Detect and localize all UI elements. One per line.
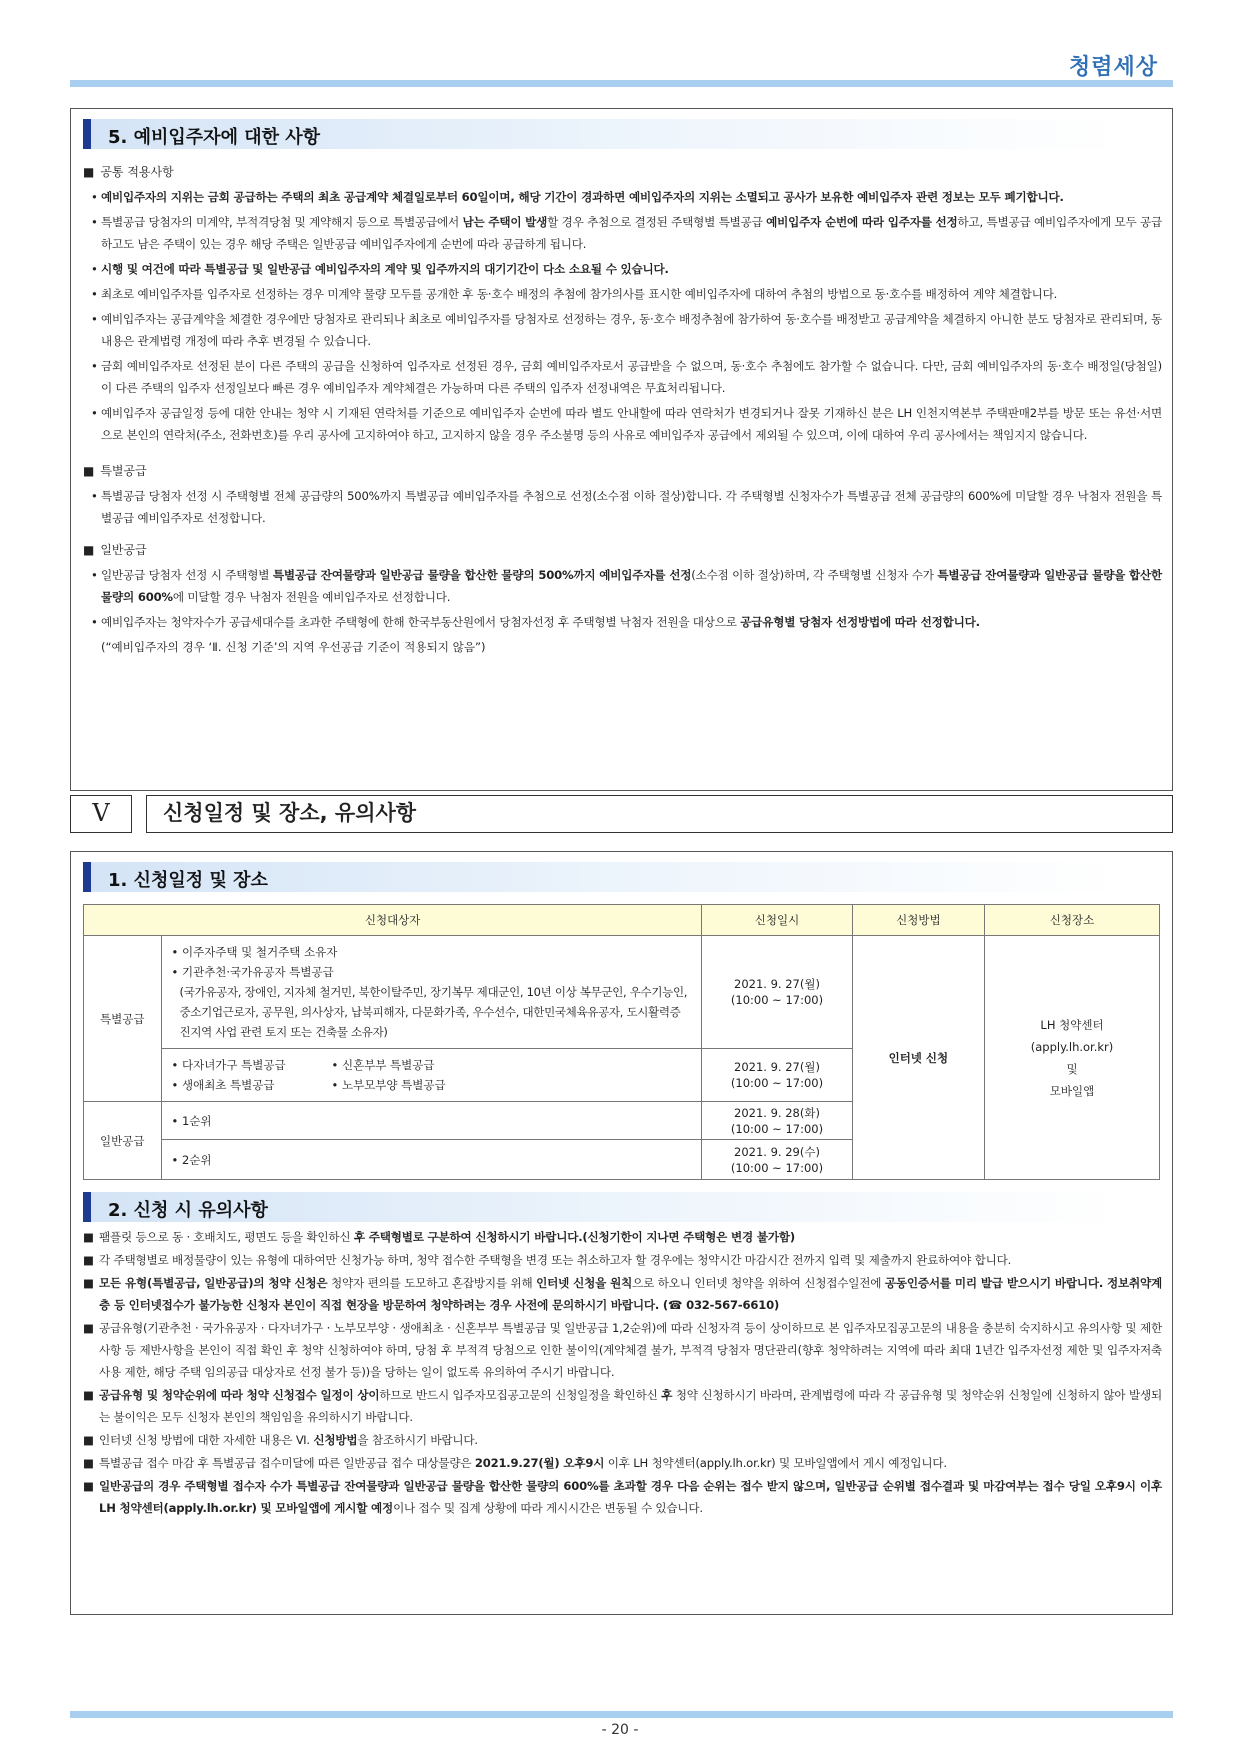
- square-bullet-icon: ■: [83, 543, 95, 557]
- section-header: [83, 119, 1123, 149]
- square-bullet-icon: ■: [83, 464, 95, 478]
- bullet-icon: •: [91, 615, 98, 629]
- list-item: [83, 402, 1162, 446]
- square-bullet-icon: ■: [83, 1433, 94, 1447]
- date-cell: 2021. 9. 28(화) (10:00 ~ 17:00): [702, 1102, 852, 1140]
- target-cell: • 2순위: [161, 1140, 702, 1180]
- column-header: 신청방법: [852, 905, 984, 936]
- bold-text: 남는 주택이 발생: [462, 215, 548, 229]
- target-cell: • 다자녀가구 특별공급 • 신혼부부 특별공급 • 생애최초 특별공급 • 노부모부양 특별공급: [161, 1049, 702, 1102]
- bold-text: 시행 및 여건에 따라 특별공급 및 일반공급 예비입주자의 계약 및 입주까지의 대기기간이 다소 소요될 수 있습니다.: [101, 262, 669, 276]
- chapter-number: Ⅴ: [70, 795, 132, 833]
- text: 을 참조하시기 바랍니다.: [357, 1433, 478, 1447]
- text: 으로 하오니 인터넷 청약을 위하여 신청접수일전에: [632, 1276, 885, 1290]
- bold-text: 모든 유형(특별공급, 일반공급)의 청약 신청은: [99, 1276, 328, 1290]
- list-item: [83, 1429, 1162, 1451]
- bullet-icon: •: [91, 190, 98, 204]
- chapter-heading: [70, 795, 1173, 833]
- list-item: [83, 355, 1162, 399]
- schedule-table: [83, 904, 1160, 1180]
- section-header-bar: [83, 1192, 91, 1222]
- date-cell: 2021. 9. 27(월) (10:00 ~ 17:00): [702, 1049, 852, 1102]
- list-item: [83, 1249, 1162, 1271]
- bullet-icon: •: [91, 359, 98, 373]
- bottom-rule: [70, 1711, 1173, 1718]
- text: 하므로 반드시 입주자모집공고문의 신청일정을 확인하신: [379, 1388, 662, 1402]
- page-number: - 20 -: [601, 1722, 639, 1738]
- text: 예비입주자는 공급계약을 체결한 경우에만 당첨자로 관리되나 최초로 예비입주자를 당첨자로 선정하는 경우, 동·호수 배정추첨에 참가하여 동·호수를 배정받고 공급계약을 체결하지 아니한 분도 당첨자로 관리되며, 동 내용은 관계법령 개정에 따라 추후 변경될 수 있습니다.: [101, 312, 1162, 348]
- bullet-icon: •: [91, 287, 98, 301]
- subsection-heading: ■ 특별공급: [83, 464, 147, 478]
- text: (소수점 이하 절상)하며, 각 주택형별 신청자 수가: [691, 568, 938, 582]
- text: 청약자 편의를 도모하고 혼잡방지를 위해: [327, 1276, 537, 1290]
- list-item: [83, 1452, 1162, 1474]
- logo: 청렴세상: [1068, 54, 1158, 80]
- list-item: [83, 611, 1162, 633]
- text: 팸플릿 등으로 동 · 호배치도, 평면도 등을 확인하신: [99, 1230, 354, 1244]
- bold-text: 일반공급의 경우 주택형별 접수자 수가 특별공급 잔여물량과 일반공급 물량을 합산한 물량의 600%를 초과할 경우 다음 순위는 접수 받지 않으며, 일반공급 순위별 접수결과 및 마감여부는 접수 당일 오후9시 이후 LH 청약센터(apply.lh.or.kr) 및 모바일앱에 게시할 예정: [99, 1479, 1162, 1515]
- bold-text: 후: [661, 1388, 673, 1402]
- list-item: [83, 1475, 1162, 1519]
- column-header: 신청대상자: [84, 905, 702, 936]
- place-cell: LH 청약센터 (apply.lh.or.kr) 및 모바일앱: [985, 936, 1160, 1180]
- section-title: 5. 예비입주자에 대한 사항: [108, 127, 321, 148]
- text: 특별공급 접수 마감 후 특별공급 접수미달에 따른 일반공급 접수 대상물량은: [99, 1456, 475, 1470]
- date-cell: 2021. 9. 29(수) (10:00 ~ 17:00): [702, 1140, 852, 1180]
- schedule-section: [70, 851, 1173, 1615]
- text: 특별공급 당첨자 선정 시 주택형별 전체 공급량의 500%까지 특별공급 예비입주자를 추첨으로 선정(소수점 이하 절상)합니다. 각 주택형별 신청자수가 특별공급 전체 공급량의 600%에 미달할 경우 낙첨자 전원을 특별공급 예비입주자로 선정합니다.: [101, 489, 1162, 525]
- section-header-bar: [83, 119, 91, 149]
- square-bullet-icon: ■: [83, 1479, 94, 1493]
- bullet-icon: •: [91, 406, 98, 420]
- square-bullet-icon: ■: [83, 1388, 94, 1402]
- category-cell: 일반공급: [84, 1102, 162, 1180]
- bullet-icon: •: [91, 312, 98, 326]
- date-cell: 2021. 9. 27(월) (10:00 ~ 17:00): [702, 936, 852, 1049]
- list-item: [83, 1226, 1162, 1248]
- section-header: [83, 862, 1123, 892]
- text: 일반공급 당첨자 선정 시 주택형별: [101, 568, 273, 582]
- list-item: [83, 1384, 1162, 1428]
- table-row: [84, 936, 1160, 1049]
- text: 특별공급 당첨자의 미계약, 부적격당첨 및 계약해지 등으로 특별공급에서: [101, 215, 463, 229]
- text: 예비입주자 공급일정 등에 대한 안내는 청약 시 기재된 연락처를 기준으로 예비입주자 순번에 따라 별도 안내할에 따라 연락처가 변경되거나 잘못 기재하신 분은 LH 인천지역본부 주택판매2부를 방문 또는 유선·서면으로 본인의 연락처(주소, 전화번호)를 우리 공사에 고지하여야 하고, 고지하지 않을 경우 주소불명 등의 사유로 예비입주자 공급에서 제외될 수 있으며, 이에 대하여 우리 공사에서는 책임지지 않습니다.: [101, 406, 1162, 442]
- text: 청약 신청하시기 바라며, 관계법령에 따라 각 공급유형 및 청약순위 신청일에 신청하지 않아 발생되는 불이익은 모두 신청자 본인의 책임임을 유의하시기 바랍니다.: [99, 1388, 1162, 1424]
- square-bullet-icon: ■: [83, 1276, 94, 1290]
- bold-text: 특별공급 잔여물량과 일반공급 물량을 합산한 물량의 500%까지 예비입주자를 선정: [272, 568, 692, 582]
- list-item: [83, 186, 1162, 208]
- column-header: 신청장소: [985, 905, 1160, 936]
- bold-text: 후 주택형별로 구분하여 신청하시기 바랍니다.(신청기한이 지나면 주택형은 변경 불가함): [353, 1230, 795, 1244]
- chapter-title: 신청일정 및 장소, 유의사항: [146, 795, 1173, 833]
- bold-text: 예비입주자 순번에 따라 입주자를 선정: [766, 215, 958, 229]
- bold-text: 공동인증서를 미리 발급 받으시기 바랍니다. 정보취약계층 등 인터넷접수가 불가능한 신청자 본인이 직접 현장을 방문하여 청약하려는 경우 사전에 문의하시기 바랍니다. (☎ 032-567-6610): [99, 1276, 1163, 1312]
- bold-text: 공급유형 및 청약순위에 따라 청약 신청접수 일정이 상이: [99, 1388, 380, 1402]
- bullet-icon: •: [91, 568, 98, 582]
- subsection-heading: ■ 공통 적용사항: [83, 165, 174, 179]
- bullet-icon: •: [91, 489, 98, 503]
- text: 에 미달할 경우 낙첨자 전원을 예비입주자로 선정합니다.: [172, 590, 451, 604]
- bullet-icon: •: [91, 262, 98, 276]
- column-header: 신청일시: [702, 905, 852, 936]
- reserve-tenant-section: [70, 108, 1173, 791]
- list-item: [83, 564, 1162, 608]
- target-cell: • 이주자주택 및 철거주택 소유자 • 기관추천·국가유공자 특별공급 (국가유공자, 장애인, 지자체 철거민, 북한이탈주민, 장기복무 제대군인, 10년 이상 복무군인, 우수기능인, 중소기업근로자, 공무원, 의사상자, 납북피해자, 다문화가족, 우수선수, 대한민국체육유공자, 도시활력증진지역 사업 관련 토지 또는 건축물 소유자): [161, 936, 702, 1049]
- application-notes-list: [71, 1222, 1172, 1519]
- text: 인터넷 신청 방법에 대한 자세한 내용은 Ⅵ.: [99, 1433, 314, 1447]
- text: 이후 LH 청약센터(apply.lh.or.kr) 및 모바일앱에서 게시 예정입니다.: [604, 1456, 947, 1470]
- text: 금회 예비입주자로 선정된 분이 다른 주택의 공급을 신청하여 입주자로 선정된 경우, 금회 예비입주자로서 공급받을 수 없으며, 동·호수 추첨에도 참가할 수 없습니다. 다만, 금회 예비입주자의 동·호수 배정일(당첨일)이 다른 주택의 입주자 선정일보다 빠른 경우 예비입주자 계약체결은 가능하며 다른 주택의 입주자 선정내역은 무효처리됩니다.: [101, 359, 1162, 395]
- general-note: (“예비입주자의 경우 ‘Ⅱ. 신청 기준’의 지역 우선공급 기준이 적용되지 않음”): [101, 640, 486, 654]
- list-item: [83, 485, 1162, 529]
- bold-text: 특별공급 잔여물량과 일반공급 물량을 합산한 물량의 600%: [101, 568, 1162, 604]
- text: 공급유형(기관추천 · 국가유공자 · 다자녀가구 · 노부모부양 · 생애최초 · 신혼부부 특별공급 및 일반공급 1,2순위)에 따라 신청자격 등이 상이하므로 본 입주자모집공고문의 내용을 충분히 숙지하시고 유의사항 및 제한사항 등 제반사항을 본인이 직접 확인 후 청약 신청하여야 하며, 당첨 후 부적격 당첨으로 인한 불이익(계약체결 불가, 부적격 당첨자 명단관리(향후 청약하려는 지역에 따라 최대 1년간 입주자선정 제한 및 입주자저축 사용 제한, 해당 주택 임의공급 대상자로 선정 불가 등))을 당하는 일이 없도록 유의하여 주시기 바랍니다.: [99, 1321, 1162, 1379]
- subsection-heading: ■ 일반공급: [83, 543, 147, 557]
- list-item: [83, 1272, 1162, 1316]
- list-item: [83, 308, 1162, 352]
- bullet-icon: •: [91, 215, 98, 229]
- text: 예비입주자는 청약자수가 공급세대수를 초과한 주택형에 한해 한국부동산원에서 당첨자선정 후 주택형별 낙첨자 전원을 대상으로: [101, 615, 741, 629]
- square-bullet-icon: ■: [83, 1253, 94, 1267]
- text: 최초로 예비입주자를 입주자로 선정하는 경우 미계약 물량 모두를 공개한 후 동·호수 배정의 추첨에 참가의사를 표시한 예비입주자에 대하여 추첨의 방법으로 동·호수를 배정하여 계약 체결합니다.: [101, 287, 1058, 301]
- section-header: [83, 1192, 1123, 1222]
- special-rules-list: [83, 485, 1162, 529]
- general-rules-list: [83, 564, 1162, 633]
- square-bullet-icon: ■: [83, 1230, 94, 1244]
- list-item: [83, 258, 1162, 280]
- text: 이나 접수 및 집계 상황에 따라 게시시간은 변동될 수 있습니다.: [393, 1501, 703, 1515]
- bold-text: 2021.9.27(월) 오후9시: [474, 1456, 605, 1470]
- common-rules-list: [83, 186, 1162, 446]
- square-bullet-icon: ■: [83, 165, 95, 179]
- bold-text: 신청방법: [313, 1433, 358, 1447]
- text: 하고, 특별공급 예비입주자에게 모두 공급하고도 남은 주택이 있는 경우 해당 주택은 일반공급 예비입주자에게 순번에 따라 공급하게 됩니다.: [101, 215, 1163, 251]
- list-item: [83, 1317, 1162, 1383]
- text: 각 주택형별로 배정물량이 있는 유형에 대하여만 신청가능 하며, 청약 접수한 주택형을 변경 또는 취소하고자 할 경우에는 청약시간 마감시간 전까지 입력 및 제출까지 완료하여야 합니다.: [99, 1253, 1012, 1267]
- category-cell: 특별공급: [84, 936, 162, 1102]
- square-bullet-icon: ■: [83, 1456, 94, 1470]
- list-item: [83, 211, 1162, 255]
- bold-text: 공급유형별 당첨자 선정방법에 따라 선정합니다.: [740, 615, 980, 629]
- table-header-row: [84, 905, 1160, 936]
- method-cell: 인터넷 신청: [852, 936, 984, 1180]
- bold-text: 예비입주자의 지위는 금회 공급하는 주택의 최초 공급계약 체결일로부터 60일이며, 해당 기간이 경과하면 예비입주자의 지위는 소멸되고 공사가 보유한 예비입주자 관련 정보는 모두 폐기합니다.: [101, 190, 1064, 204]
- top-rule: [70, 80, 1173, 87]
- section-title: 1. 신청일정 및 장소: [108, 870, 268, 891]
- square-bullet-icon: ■: [83, 1321, 94, 1335]
- text: 할 경우 추첨으로 결정된 주택형별 특별공급: [547, 215, 767, 229]
- section-header-bar: [83, 862, 91, 892]
- section-title: 2. 신청 시 유의사항: [108, 1200, 268, 1221]
- list-item: [83, 283, 1162, 305]
- target-cell: • 1순위: [161, 1102, 702, 1140]
- bold-text: 인터넷 신청을 원칙: [536, 1276, 633, 1290]
